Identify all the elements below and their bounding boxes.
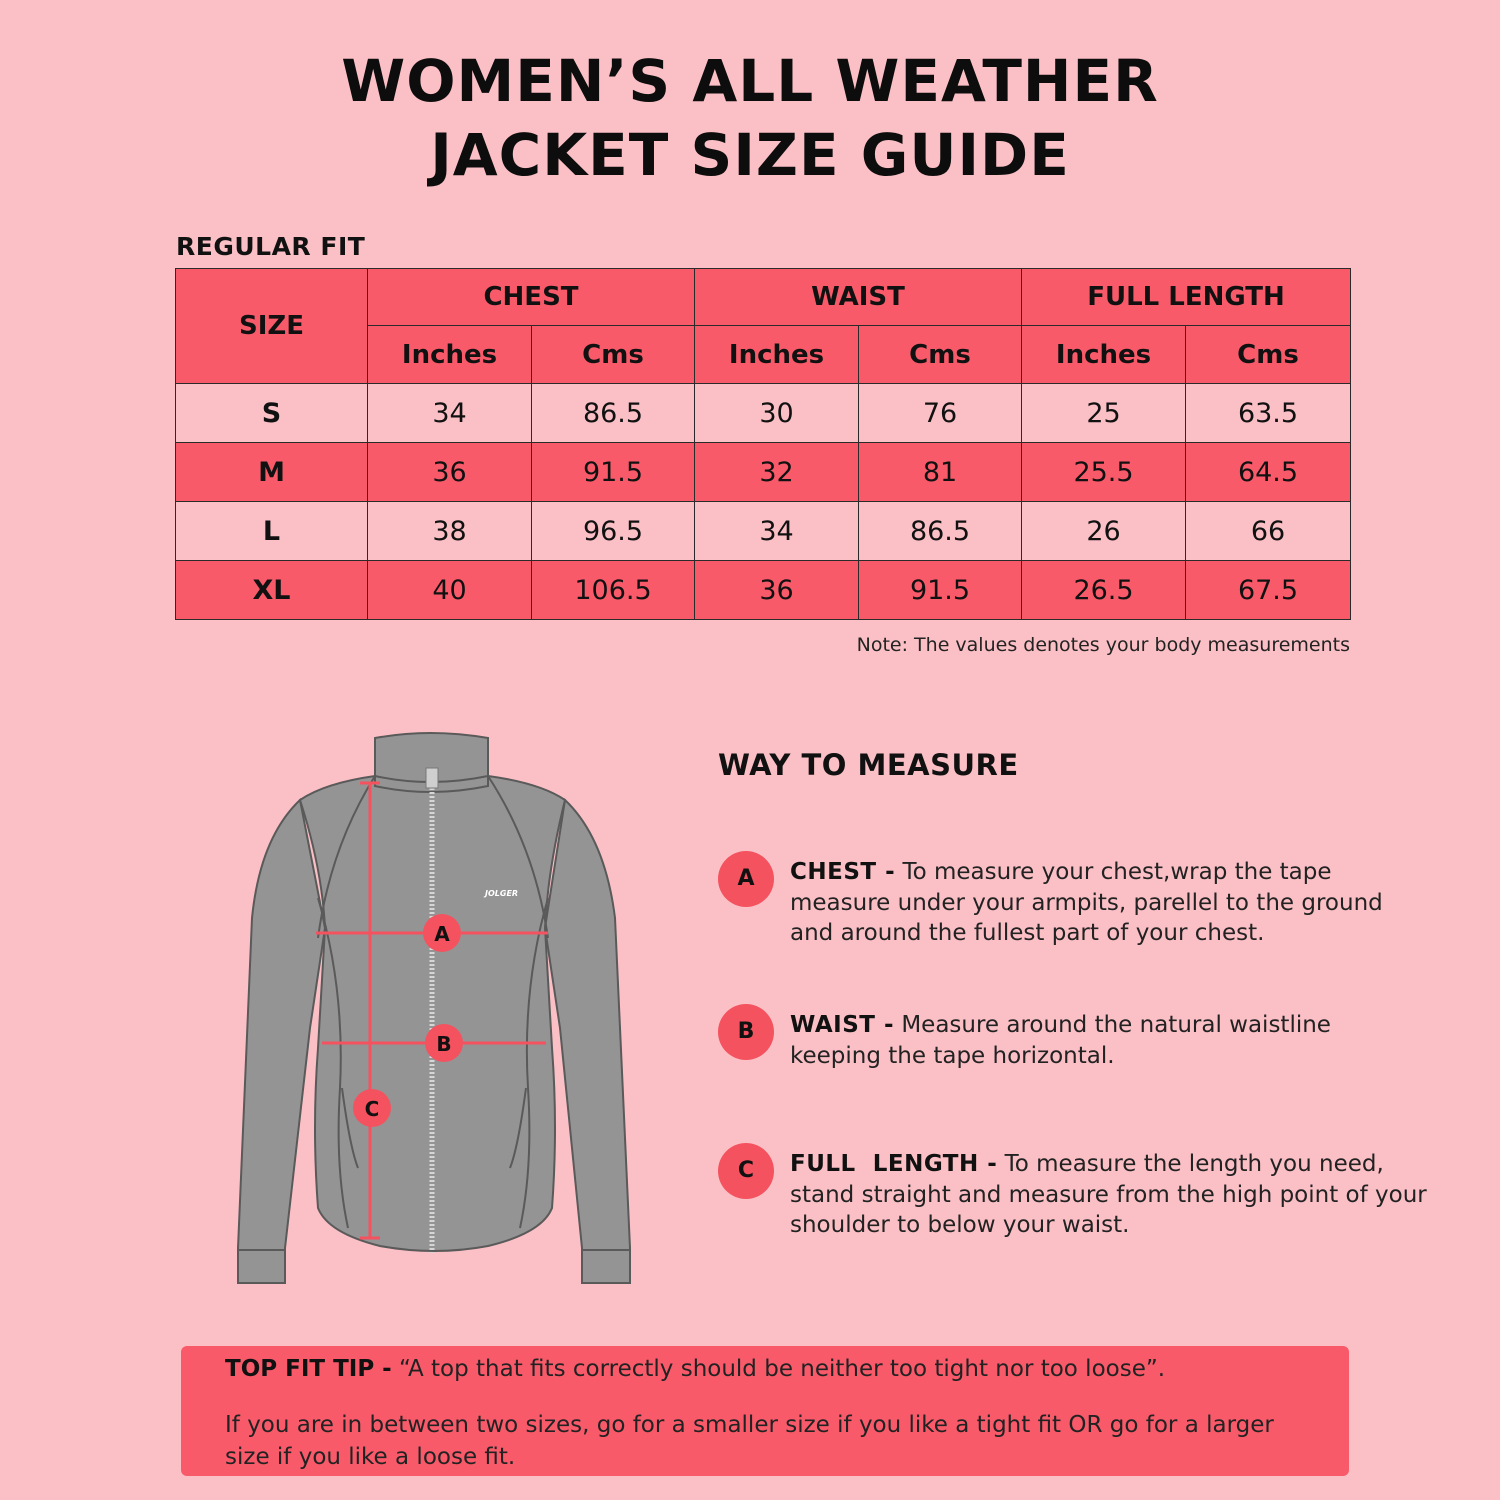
size-cell: S: [176, 384, 368, 443]
top-fit-tip: [181, 1346, 1349, 1476]
table-cell: 64.5: [1186, 443, 1351, 502]
table-cell: 34: [695, 502, 859, 561]
marker-a: [423, 914, 461, 952]
marker-a-label: A: [434, 922, 450, 946]
chest-label: CHEST -: [790, 859, 896, 885]
table-header-row: [176, 269, 1351, 326]
unit-header: Cms: [1186, 326, 1351, 384]
table-cell: 86.5: [532, 384, 695, 443]
table-cell: 106.5: [532, 561, 695, 620]
marker-c-label: C: [364, 1097, 380, 1121]
title-line-2: JACKET SIZE GUIDE: [430, 121, 1070, 189]
table-cell: 96.5: [532, 502, 695, 561]
table-cell: 26: [1022, 502, 1186, 561]
table-cell: 76: [859, 384, 1022, 443]
table-cell: 81: [859, 443, 1022, 502]
waist-label: WAIST -: [790, 1012, 895, 1038]
unit-header: Inches: [368, 326, 532, 384]
fit-label: REGULAR FIT: [176, 232, 366, 261]
way-to-measure-title: WAY TO MEASURE: [718, 748, 1019, 782]
table-cell: 86.5: [859, 502, 1022, 561]
page-title: [0, 44, 1500, 192]
table-cell: 26.5: [1022, 561, 1186, 620]
size-table: [175, 268, 1351, 620]
table-cell: 36: [368, 443, 532, 502]
unit-header: Cms: [532, 326, 695, 384]
table-row: [176, 443, 1351, 502]
full-length-header: FULL LENGTH: [1022, 269, 1351, 326]
chest-text: To measure your chest,wrap the tape measure under your armpits, parellel to the ground and around the fullest part of your chest.: [790, 859, 1383, 946]
size-cell: XL: [176, 561, 368, 620]
table-row: [176, 502, 1351, 561]
waist-description: [790, 1010, 1390, 1071]
table-cell: 30: [695, 384, 859, 443]
table-row: [176, 384, 1351, 443]
tip-label: TOP FIT TIP -: [225, 1356, 392, 1382]
table-cell: 66: [1186, 502, 1351, 561]
table-cell: 91.5: [859, 561, 1022, 620]
table-cell: 67.5: [1186, 561, 1351, 620]
full-length-label: FULL LENGTH -: [790, 1151, 998, 1177]
marker-b-label: B: [436, 1032, 452, 1056]
table-cell: 91.5: [532, 443, 695, 502]
table-cell: 25: [1022, 384, 1186, 443]
jacket-logo: JOLGER: [485, 889, 519, 898]
badge-c: C: [718, 1143, 774, 1199]
marker-b: [425, 1024, 463, 1062]
unit-header: Inches: [695, 326, 859, 384]
size-header: SIZE: [176, 269, 368, 384]
measurement-note: Note: The values denotes your body measurements: [856, 634, 1350, 656]
table-cell: 63.5: [1186, 384, 1351, 443]
jacket-illustration: [230, 728, 640, 1293]
badge-b: B: [718, 1004, 774, 1060]
waist-text: Measure around the natural waistline keeping the tape horizontal.: [790, 1012, 1331, 1069]
table-cell: 25.5: [1022, 443, 1186, 502]
table-cell: 40: [368, 561, 532, 620]
title-line-1: WOMEN’S ALL WEATHER: [341, 47, 1159, 115]
size-cell: M: [176, 443, 368, 502]
size-cell: L: [176, 502, 368, 561]
tip-quote: “A top that fits correctly should be neither too tight nor too loose”.: [399, 1356, 1166, 1382]
table-cell: 34: [368, 384, 532, 443]
table-row: [176, 561, 1351, 620]
chest-header: CHEST: [368, 269, 695, 326]
chest-description: [790, 857, 1430, 949]
table-cell: 32: [695, 443, 859, 502]
unit-header: Inches: [1022, 326, 1186, 384]
badge-a: A: [718, 851, 774, 907]
tip-advice: If you are in between two sizes, go for a smaller size if you like a tight fit OR go for a larger size if you like a loose fit.: [225, 1412, 1274, 1470]
table-cell: 38: [368, 502, 532, 561]
tip-quote-line: [225, 1356, 1165, 1382]
waist-header: WAIST: [695, 269, 1022, 326]
table-cell: 36: [695, 561, 859, 620]
full-length-description: [790, 1149, 1440, 1241]
marker-c: [353, 1089, 391, 1127]
full-length-text: To measure the length you need, stand straight and measure from the high point of your shoulder to below your waist.: [790, 1151, 1427, 1238]
unit-header: Cms: [859, 326, 1022, 384]
